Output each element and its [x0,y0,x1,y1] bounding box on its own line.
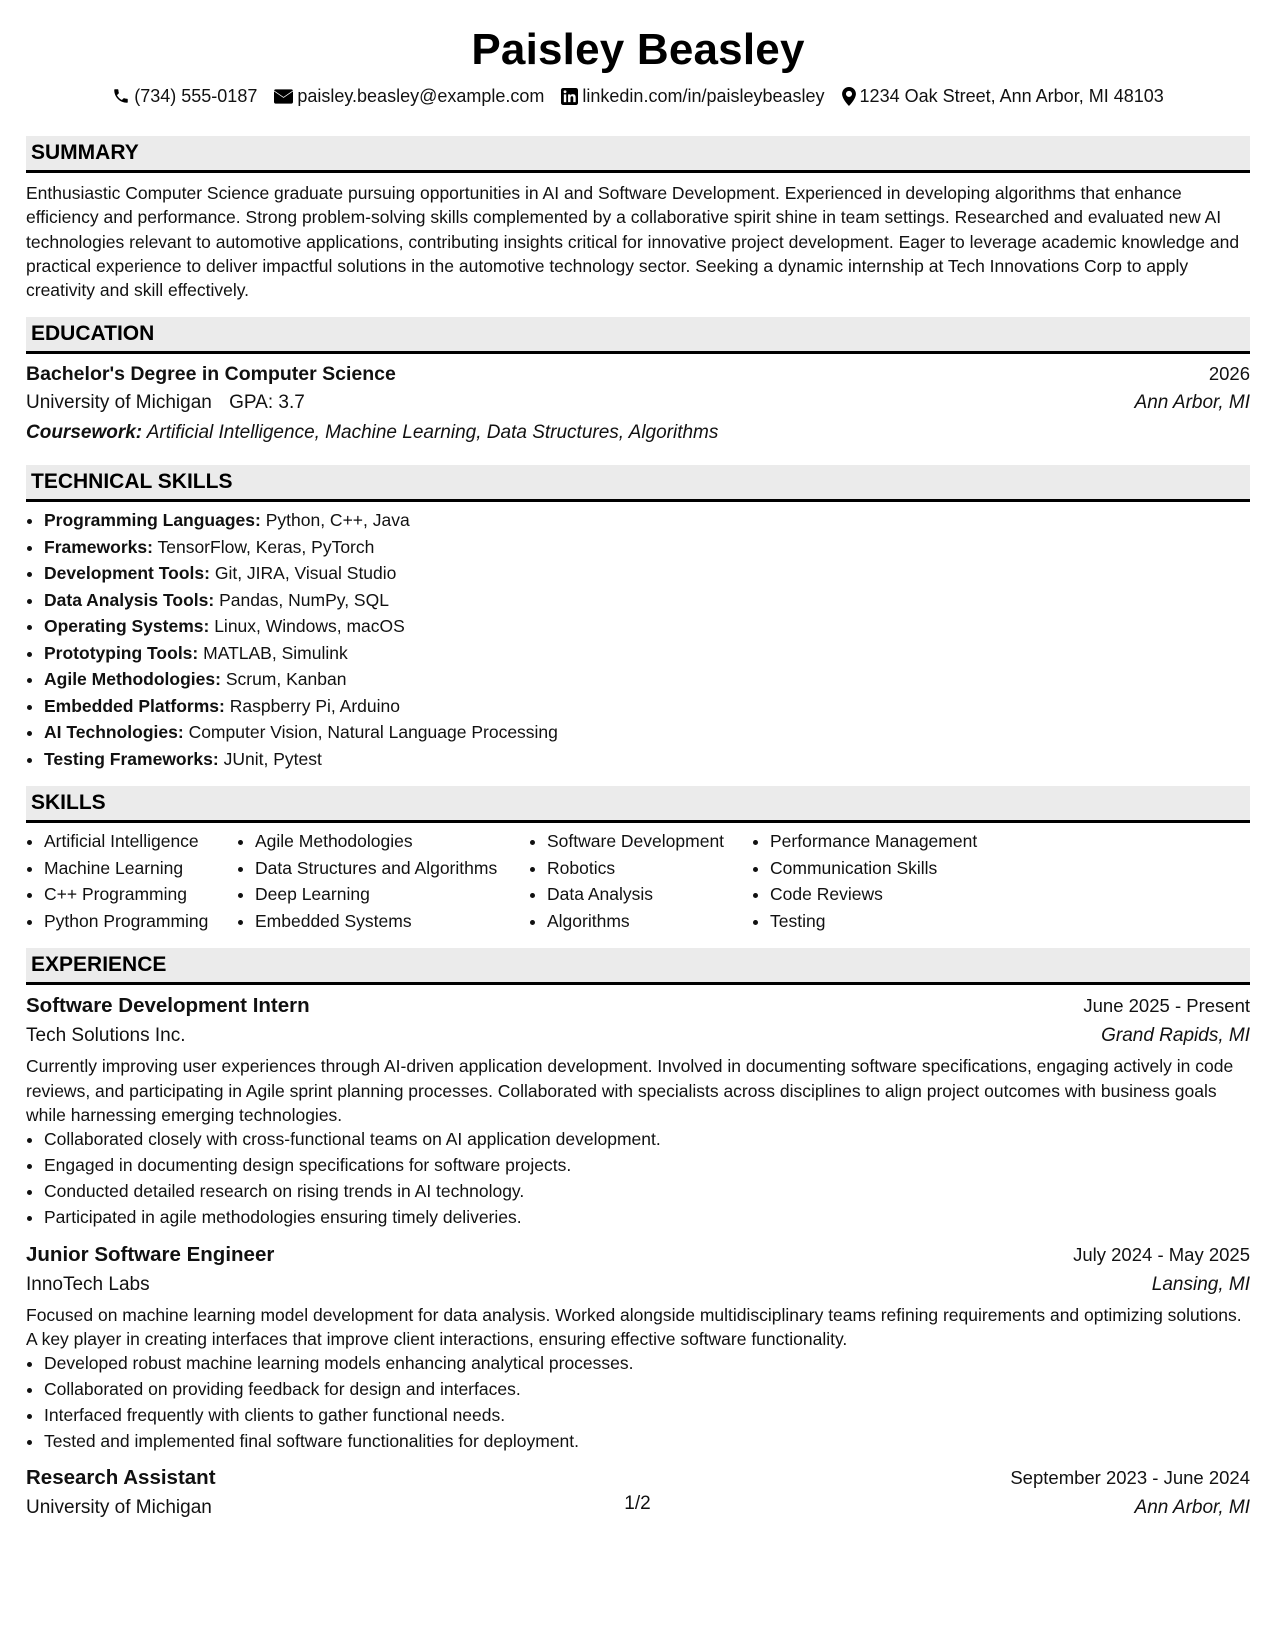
skills-header: SKILLS [26,786,1250,823]
skill-value: Computer Vision, Natural Language Processing [188,722,558,743]
contact-address [842,85,1164,107]
contact-phone [112,85,257,107]
list-item: • Communication Skills [770,855,1030,882]
list-item [44,613,1250,640]
job-entry-1 [26,991,1250,1230]
school-line [26,388,305,418]
address-text: 1234 Oak Street, Ann Arbor, MI 48103 [859,86,1164,106]
skill-label: Agile Methodologies: [44,669,221,690]
skills-column-4 [752,828,1030,934]
job-company: University of Michigan [26,1497,212,1519]
job-location: Ann Arbor, MI [1134,1497,1250,1519]
list-item: • Deep Learning [255,881,529,908]
list-item [44,560,1250,587]
skills-column-3 [529,828,752,934]
list-item: • Developed robust machine learning models enhancing analytical processes. [44,1351,1250,1377]
envelope-icon [274,89,293,104]
school-location: Ann Arbor, MI [1134,392,1250,414]
list-item [44,666,1250,693]
job-description: Focused on machine learning model development for data analysis. Worked alongside multidisciplinary teams refining requirements and optimizing solutions. A key player in creating interfaces that improve client interactions, ensuring effective software functionality. [26,1304,1242,1349]
skills-column-2 [237,828,529,934]
list-item [44,719,1250,746]
job-location: Grand Rapids, MI [1101,1025,1250,1047]
skill-value: Pandas, NumPy, SQL [219,589,389,610]
list-item: • Python Programming [44,908,237,935]
technical-skills-list [26,507,1250,772]
coursework-list: Artificial Intelligence, Machine Learning, Data Structures, Algorithms [146,422,719,444]
job-company: InnoTech Labs [26,1273,150,1295]
email-link[interactable]: paisley.beasley@example.com [297,86,545,106]
skill-label: Embedded Platforms: [44,695,225,716]
list-item: • Collaborated on providing feedback for design and interfaces. [44,1377,1250,1403]
job-location: Lansing, MI [1151,1273,1250,1295]
list-item: • Data Structures and Algorithms [255,855,529,882]
skill-value: TensorFlow, Keras, PyTorch [157,536,375,557]
graduation-year: 2026 [1208,363,1250,385]
skills-grid [26,828,1250,934]
skill-value: Git, JIRA, Visual Studio [214,563,397,584]
job-dates: June 2025 - Present [1083,995,1250,1017]
contact-linkedin[interactable] [561,85,824,107]
phone-text: (734) 555-0187 [134,86,258,106]
technical-skills-header: TECHNICAL SKILLS [26,465,1250,502]
job-dates: July 2024 - May 2025 [1073,1243,1250,1265]
list-item: • Collaborated closely with cross-functional teams on AI application development. [44,1127,1250,1153]
skills-column-1 [26,828,237,934]
skill-label: Development Tools: [44,563,210,584]
education-entry [26,360,1250,448]
linkedin-icon [561,88,578,105]
skill-value: Scrum, Kanban [225,669,347,690]
map-pin-icon [842,87,856,106]
list-item: • Algorithms [547,908,752,935]
list-item: • Testing [770,908,1030,935]
skill-value: Python, C++, Java [265,510,410,531]
list-item: • Tested and implemented final software functionalities for deployment. [44,1429,1250,1455]
skill-value: Raspberry Pi, Arduino [229,695,400,716]
contact-email[interactable] [274,85,544,107]
list-item [44,507,1250,534]
job-description: Currently improving user experiences through AI-driven application development. Involved in documenting software specifications, engaging actively in code reviews, and participating in Agile sprint planning processes. Collaborated with specialists across disciplines to align project outcomes with business goals while harnessing emerging technologies. [26,1056,1234,1126]
page-number: 1/2 [624,1493,651,1514]
skill-label: Prototyping Tools: [44,642,199,663]
list-item: • Interfaced frequently with clients to gather functional needs. [44,1403,1250,1429]
skill-value: Linux, Windows, macOS [214,616,405,637]
job-company: Tech Solutions Inc. [26,1025,186,1047]
contact-bar [26,85,1250,107]
list-item [44,746,1250,773]
list-item: • Software Development [547,828,752,855]
skill-label: Data Analysis Tools: [44,589,215,610]
job-dates: September 2023 - June 2024 [1010,1467,1250,1489]
skill-label: Operating Systems: [44,616,210,637]
skill-value: MATLAB, Simulink [203,642,348,663]
summary-header: SUMMARY [26,136,1250,173]
job-bullets [26,1127,1250,1230]
list-item [44,640,1250,667]
list-item: • Engaged in documenting design specifications for software projects. [44,1153,1250,1179]
list-item: • Machine Learning [44,855,237,882]
list-item: • Embedded Systems [255,908,529,935]
list-item: • Participated in agile methodologies ensuring timely deliveries. [44,1205,1250,1231]
phone-icon [112,87,130,105]
candidate-name: Paisley Beasley [471,25,805,74]
skill-label: AI Technologies: [44,722,184,743]
list-item: • Data Analysis [547,881,752,908]
job-entry-2 [26,1240,1250,1455]
skill-label: Testing Frameworks: [44,748,219,769]
job-title: Software Development Intern [26,994,310,1018]
degree-title: Bachelor's Degree in Computer Science [26,363,396,386]
list-item: • C++ Programming [44,881,237,908]
resume-page [26,0,1250,1650]
job-bullets [26,1351,1250,1454]
job-title: Junior Software Engineer [26,1242,275,1266]
skill-value: JUnit, Pytest [223,748,322,769]
education-header: EDUCATION [26,317,1250,354]
list-item: • Conducted detailed research on rising trends in AI technology. [44,1179,1250,1205]
list-item [44,587,1250,614]
coursework-line [26,418,1250,448]
gpa: GPA: 3.7 [229,392,305,414]
coursework-label: Coursework: [26,422,143,444]
school-name: University of Michigan [26,392,212,414]
skill-label: Programming Languages: [44,510,261,531]
list-item: • Robotics [547,855,752,882]
job-title: Research Assistant [26,1466,216,1490]
summary-text: Enthusiastic Computer Science graduate pursuing opportunities in AI and Software Development. Experienced in developing algorithms that enhance efficiency and performance. Strong problem-solving skills complemented by a collaborative spirit shine in team settings. Researched and evaluated new AI technologies relevant to automotive applications, contributing insights critical for innovative project development. Eager to leverage academic knowledge and practical experience to deliver impactful solutions in the automotive technology sector. Seeking a dynamic internship at Tech Innovations Corp to apply creativity and skill effectively. [26,183,1240,301]
skill-label: Frameworks: [44,536,153,557]
experience-header: EXPERIENCE [26,948,1250,985]
list-item: • Performance Management [770,828,1030,855]
list-item [44,534,1250,561]
linkedin-link[interactable]: linkedin.com/in/paisleybeasley [582,86,825,106]
list-item: • Code Reviews [770,881,1030,908]
list-item [44,693,1250,720]
list-item: • Artificial Intelligence [44,828,237,855]
list-item: • Agile Methodologies [255,828,529,855]
